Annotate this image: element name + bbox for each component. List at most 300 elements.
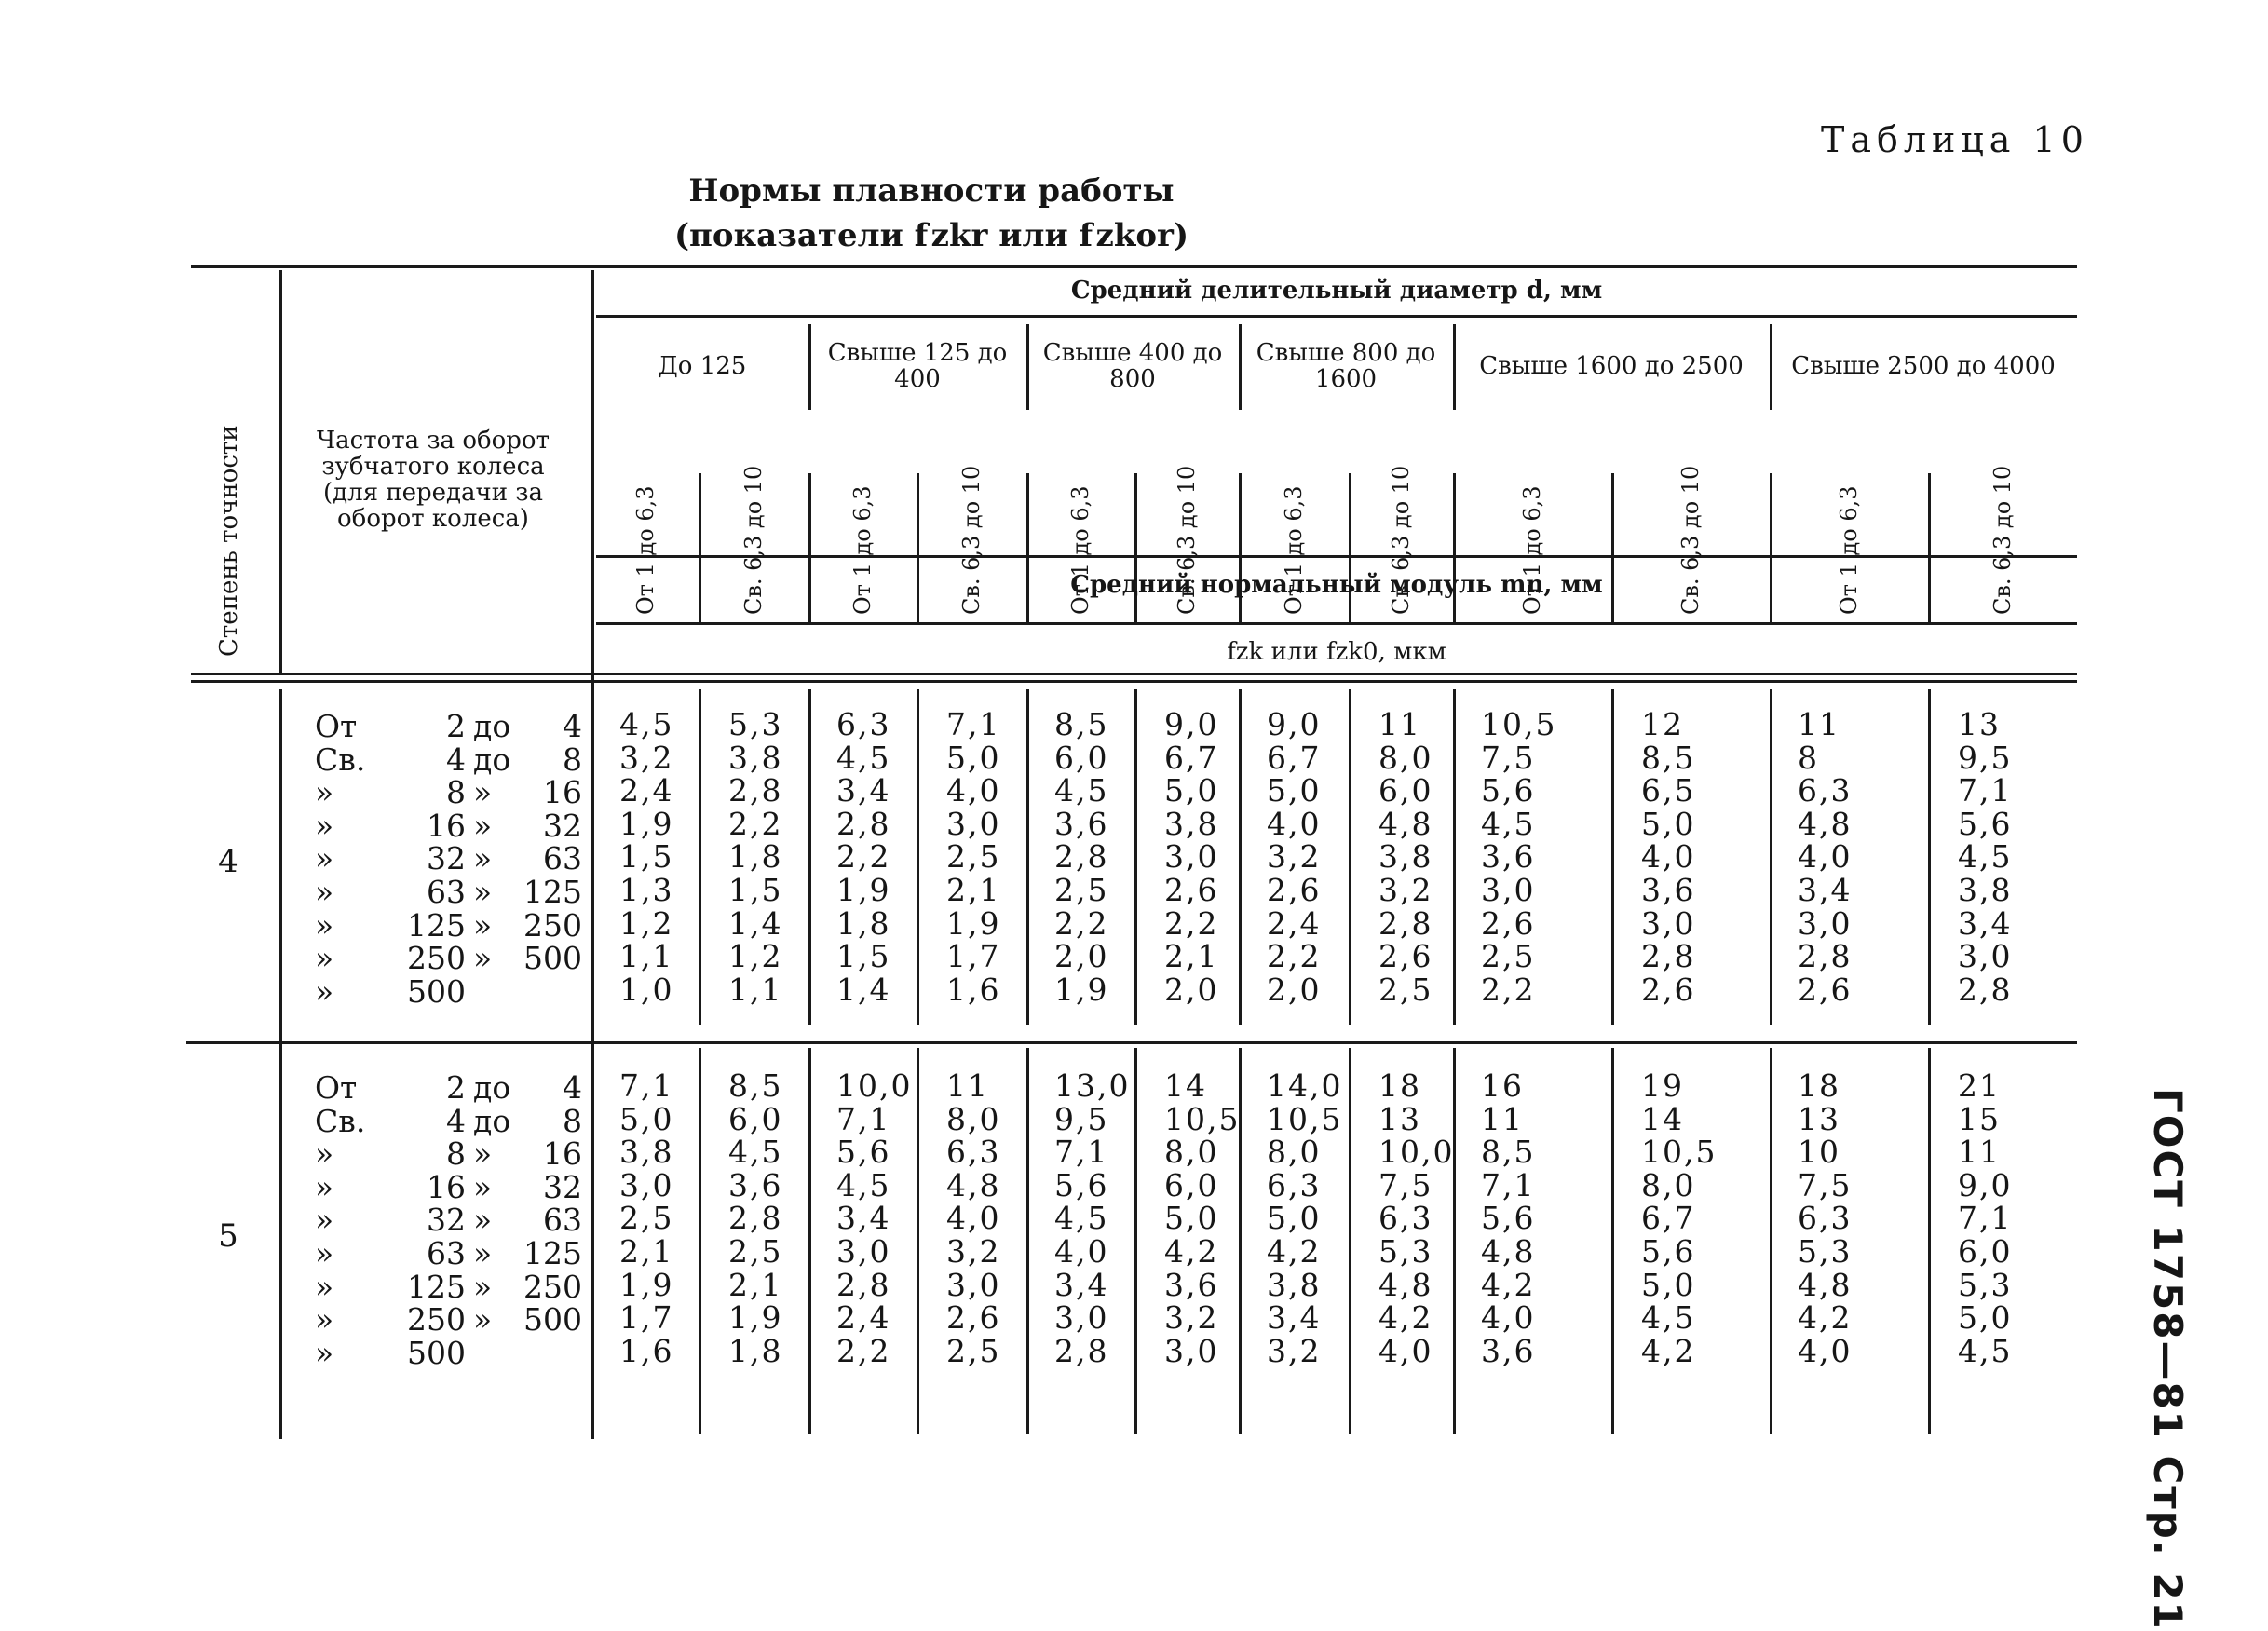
frequency-row: [315, 1169, 582, 1203]
frequency-d: 8: [563, 741, 582, 778]
frequency-a: Св.: [315, 1102, 366, 1139]
value-cell: 2,4: [836, 1299, 891, 1337]
frequency-list: [315, 1069, 582, 1371]
value-cell: 16: [1481, 1067, 1524, 1104]
value-column: [1054, 708, 1108, 1006]
value-cell: 2,6: [1267, 871, 1322, 908]
v-rule: [917, 1048, 919, 1434]
value-cell: 4,8: [1481, 1232, 1536, 1270]
value-cell: 2,8: [1054, 838, 1109, 876]
value-cell: 5,0: [1267, 1200, 1322, 1237]
value-cell: 11: [1378, 706, 1421, 742]
value-cell: 12: [1641, 706, 1684, 742]
value-cell: 4,0: [1641, 838, 1696, 876]
value-cell: 18: [1798, 1067, 1840, 1104]
h-rule: [596, 622, 2077, 625]
value-cell: 2,5: [728, 1232, 783, 1270]
diameter-col-3: Свыше 400 до 800: [1042, 338, 1223, 393]
h-rule: [596, 315, 2077, 318]
value-column: [1481, 1069, 1535, 1367]
value-cell: 5,6: [1641, 1232, 1696, 1270]
diameter-col-4: Свыше 800 до 1600: [1256, 338, 1436, 393]
grade-4: 4: [218, 843, 238, 880]
frequency-c: »: [473, 1301, 493, 1339]
value-column: [1378, 708, 1433, 1006]
v-rule: [279, 689, 282, 1439]
value-cell: 2,0: [1054, 938, 1109, 975]
value-cell: 4,8: [1378, 805, 1433, 842]
v-rule: [1026, 689, 1029, 1025]
frequency-b: 4: [446, 1102, 466, 1139]
value-column: [1164, 1069, 1240, 1367]
frequency-b: 125: [407, 906, 466, 944]
value-cell: 1,9: [728, 1299, 783, 1337]
value-cell: 6,0: [1958, 1232, 2013, 1270]
frequency-a: »: [315, 1301, 334, 1339]
value-cell: 3,2: [1267, 1332, 1322, 1369]
frequency-row: [315, 1202, 582, 1239]
value-cell: 2,8: [1641, 938, 1696, 975]
value-cell: 2,2: [1481, 971, 1536, 1008]
value-cell: 3,2: [1267, 838, 1322, 876]
value-cell: 3,8: [1267, 1266, 1322, 1303]
frequency-a: »: [315, 774, 334, 811]
module-col-3: От 1 до 6,3: [849, 485, 876, 615]
v-rule: [808, 1048, 811, 1434]
frequency-c: до: [473, 1102, 511, 1139]
value-cell: 4,8: [1378, 1266, 1433, 1303]
value-cell: 10,5: [1267, 1100, 1343, 1137]
value-cell: 6,3: [1378, 1200, 1433, 1237]
value-cell: 7,5: [1798, 1166, 1853, 1203]
frequency-d: 125: [523, 1234, 582, 1271]
frequency-d: 63: [543, 1202, 582, 1239]
value-cell: 2,6: [1798, 971, 1853, 1008]
frequency-b: 32: [427, 840, 466, 877]
value-cell: 4,5: [1958, 1332, 2013, 1369]
frequency-row: [315, 807, 582, 844]
value-cell: 3,2: [1378, 871, 1433, 908]
value-cell: 4,0: [1054, 1232, 1109, 1270]
value-cell: 3,8: [1164, 805, 1219, 842]
frequency-c: »: [473, 1135, 493, 1173]
value-cell: 1,5: [728, 871, 783, 908]
value-cell: 5,0: [1164, 1200, 1219, 1237]
grade-5: 5: [218, 1217, 238, 1255]
frequency-row: [315, 873, 582, 910]
value-cell: 5,3: [1378, 1232, 1433, 1270]
value-cell: 6,0: [1054, 739, 1109, 776]
value-column: [1798, 1069, 1852, 1367]
value-cell: 3,4: [1054, 1266, 1109, 1303]
value-cell: 4,5: [1054, 1200, 1109, 1237]
value-cell: 4,8: [1798, 1266, 1853, 1303]
frequency-d: 500: [523, 940, 582, 977]
value-cell: 8,5: [728, 1067, 783, 1104]
diameter-col-5: Свыше 1600 до 2500: [1479, 351, 1744, 380]
grade-header: Степень точности: [215, 425, 243, 657]
value-column: [1164, 708, 1218, 1006]
frequency-a: »: [315, 1168, 334, 1205]
value-column: [946, 708, 1000, 1006]
frequency-list: [315, 708, 582, 1010]
value-column: [728, 708, 782, 1006]
frequency-c: »: [473, 840, 493, 877]
value-column: [1641, 1069, 1717, 1367]
frequency-d: 32: [543, 1168, 582, 1205]
value-cell: 1,9: [619, 1266, 674, 1303]
value-cell: 2,4: [619, 772, 674, 809]
value-cell: 2,8: [728, 1200, 783, 1237]
frequency-d: 125: [523, 873, 582, 910]
value-cell: 2,6: [1378, 938, 1433, 975]
value-cell: 7,1: [836, 1100, 891, 1137]
value-cell: 3,8: [619, 1134, 674, 1171]
value-column: [1054, 1069, 1130, 1367]
v-rule: [1928, 1048, 1931, 1434]
table-number: Таблица 10: [1821, 119, 2089, 160]
value-cell: 8,0: [1164, 1134, 1219, 1171]
value-cell: 3,2: [1164, 1299, 1219, 1337]
value-cell: 4,5: [619, 706, 674, 742]
module-col-12: Св. 6,3 до 10: [1990, 465, 2016, 615]
frequency-c: до: [473, 1069, 511, 1106]
frequency-c: »: [473, 1234, 493, 1271]
value-cell: 7,5: [1481, 739, 1536, 776]
value-cell: 3,6: [1481, 838, 1536, 876]
value-column: [1378, 1069, 1454, 1367]
value-cell: 6,3: [946, 1134, 1001, 1171]
value-column: [619, 708, 673, 1006]
value-column: [836, 708, 890, 1006]
value-cell: 5,0: [1267, 772, 1322, 809]
value-cell: 4,2: [1267, 1232, 1322, 1270]
v-rule: [1611, 1048, 1614, 1434]
value-cell: 4,8: [1798, 805, 1853, 842]
units-header: fzk или fzk0, мкм: [1227, 638, 1446, 666]
value-cell: 7,5: [1378, 1166, 1433, 1203]
frequency-a: От: [315, 708, 358, 744]
value-cell: 5,0: [619, 1100, 674, 1137]
value-cell: 4,0: [1267, 805, 1322, 842]
value-cell: 13: [1958, 706, 2001, 742]
value-cell: 4,5: [1641, 1299, 1696, 1337]
value-cell: 2,1: [946, 871, 1001, 908]
frequency-b: 32: [427, 1202, 466, 1239]
frequency-d: 4: [563, 708, 582, 744]
value-cell: 3,8: [1958, 871, 2013, 908]
frequency-d: 250: [523, 906, 582, 944]
value-cell: 5,6: [1054, 1166, 1109, 1203]
value-cell: 1,7: [619, 1299, 674, 1337]
frequency-a: »: [315, 972, 334, 1010]
value-cell: 8,5: [1054, 706, 1109, 742]
value-cell: 14: [1641, 1100, 1684, 1137]
value-cell: 2,8: [836, 1266, 891, 1303]
value-column: [1641, 708, 1695, 1006]
frequency-a: »: [315, 807, 334, 844]
value-cell: 4,5: [728, 1134, 783, 1171]
value-cell: 2,8: [1798, 938, 1853, 975]
value-cell: 1,8: [728, 1332, 783, 1369]
frequency-b: 250: [407, 1301, 466, 1339]
value-cell: 14,0: [1267, 1067, 1343, 1104]
frequency-a: »: [315, 940, 334, 977]
value-cell: 5,3: [728, 706, 783, 742]
value-cell: 1,3: [619, 871, 674, 908]
value-cell: 4,0: [1798, 1332, 1853, 1369]
value-cell: 2,2: [728, 805, 783, 842]
value-cell: 1,9: [1054, 971, 1109, 1008]
value-cell: 1,6: [946, 971, 1001, 1008]
value-cell: 4,2: [1641, 1332, 1696, 1369]
module-col-1: От 1 до 6,3: [632, 485, 659, 615]
value-cell: 3,0: [836, 1232, 891, 1270]
value-cell: 4,2: [1481, 1266, 1536, 1303]
h-rule: [186, 1041, 2077, 1044]
v-rule: [1239, 689, 1242, 1025]
value-cell: 18: [1378, 1067, 1421, 1104]
module-col-6: Св. 6,3 до 10: [1174, 465, 1200, 615]
value-cell: 10,5: [1641, 1134, 1718, 1171]
frequency-row: [315, 1301, 582, 1339]
value-cell: 21: [1958, 1067, 2001, 1104]
value-cell: 3,4: [1267, 1299, 1322, 1337]
value-cell: 7,1: [1958, 1200, 2013, 1237]
frequency-b: 500: [407, 1334, 466, 1371]
value-cell: 1,1: [619, 938, 674, 975]
value-cell: 13,0: [1054, 1067, 1131, 1104]
value-cell: 9,0: [1267, 706, 1322, 742]
value-cell: 8,5: [1481, 1134, 1536, 1171]
value-cell: 4,0: [946, 1200, 1001, 1237]
value-cell: 2,8: [728, 772, 783, 809]
value-cell: 6,0: [1164, 1166, 1219, 1203]
value-cell: 5,6: [1481, 1200, 1536, 1237]
value-cell: 5,6: [836, 1134, 891, 1171]
value-cell: 7,1: [1054, 1134, 1109, 1171]
frequency-row: [315, 708, 582, 744]
frequency-b: 63: [427, 1234, 466, 1271]
frequency-row: [315, 906, 582, 944]
value-cell: 2,6: [946, 1299, 1001, 1337]
value-cell: 4,2: [1164, 1232, 1219, 1270]
value-cell: 2,5: [1481, 938, 1536, 975]
frequency-d: 8: [563, 1102, 582, 1139]
v-rule: [591, 270, 594, 1439]
value-cell: 10,0: [836, 1067, 913, 1104]
value-cell: 8,0: [1378, 739, 1433, 776]
value-cell: 1,8: [836, 904, 891, 942]
value-cell: 5,6: [1481, 772, 1536, 809]
value-cell: 4,8: [946, 1166, 1001, 1203]
value-cell: 1,2: [619, 904, 674, 942]
value-cell: 2,5: [1378, 971, 1433, 1008]
value-cell: 1,7: [946, 938, 1001, 975]
value-cell: 5,0: [1958, 1299, 2013, 1337]
value-cell: 8,0: [946, 1100, 1001, 1137]
value-cell: 2,8: [1054, 1332, 1109, 1369]
frequency-b: 2: [446, 1069, 466, 1106]
module-col-11: От 1 до 6,3: [1836, 485, 1862, 615]
value-cell: 4,2: [1798, 1299, 1853, 1337]
value-cell: 4,5: [836, 739, 891, 776]
module-header: Средний нормальный модуль mn, мм: [1070, 571, 1603, 599]
v-rule: [1134, 1048, 1137, 1434]
v-rule: [1349, 1048, 1351, 1434]
frequency-a: »: [315, 1135, 334, 1173]
value-cell: 3,6: [1641, 871, 1696, 908]
value-cell: 3,4: [1958, 904, 2013, 942]
h-rule: [191, 265, 2077, 268]
value-cell: 2,8: [836, 805, 891, 842]
frequency-b: 250: [407, 940, 466, 977]
frequency-a: »: [315, 1268, 334, 1305]
value-cell: 3,0: [1164, 1332, 1219, 1369]
value-column: [1958, 708, 2012, 1006]
value-cell: 4,0: [1378, 1332, 1433, 1369]
value-cell: 4,5: [1054, 772, 1109, 809]
value-column: [1267, 1069, 1342, 1367]
value-cell: 6,3: [1267, 1166, 1322, 1203]
value-cell: 5,3: [1798, 1232, 1853, 1270]
value-cell: 2,8: [1958, 971, 2013, 1008]
page-running-header: ГОСТ 1758—81 Стр. 21: [2145, 1088, 2191, 1631]
frequency-row: [315, 1235, 582, 1269]
v-rule: [279, 270, 282, 675]
value-cell: 3,4: [1798, 871, 1853, 908]
value-cell: 5,6: [1958, 805, 2013, 842]
value-cell: 8,0: [1641, 1166, 1696, 1203]
value-cell: 2,5: [946, 1332, 1001, 1369]
v-rule: [1770, 1048, 1772, 1434]
value-cell: 11: [946, 1067, 989, 1104]
v-rule: [808, 689, 811, 1025]
value-cell: 11: [1958, 1134, 2001, 1171]
frequency-c: »: [473, 774, 493, 811]
v-rule: [1928, 689, 1931, 1025]
v-rule: [1349, 689, 1351, 1025]
frequency-c: »: [473, 1268, 493, 1305]
value-cell: 9,5: [1054, 1100, 1109, 1137]
value-cell: 2,6: [1641, 971, 1696, 1008]
frequency-d: 250: [523, 1268, 582, 1305]
frequency-b: 2: [446, 708, 466, 744]
frequency-c: »: [473, 906, 493, 944]
value-cell: 4,0: [946, 772, 1001, 809]
v-rule: [1134, 689, 1137, 1025]
value-cell: 1,9: [619, 805, 674, 842]
value-cell: 2,5: [619, 1200, 674, 1237]
frequency-b: 125: [407, 1268, 466, 1305]
value-cell: 6,0: [728, 1100, 783, 1137]
diameter-col-1: До 125: [658, 351, 747, 380]
value-cell: 2,6: [1164, 871, 1219, 908]
value-cell: 11: [1481, 1100, 1524, 1137]
frequency-c: »: [473, 1202, 493, 1239]
value-cell: 13: [1798, 1100, 1840, 1137]
frequency-c: »: [473, 807, 493, 844]
value-cell: 6,3: [836, 706, 891, 742]
diameter-col-2: Свыше 125 до 400: [827, 338, 1008, 393]
value-cell: 5,0: [1164, 772, 1219, 809]
value-cell: 10,5: [1481, 706, 1557, 742]
value-column: [1267, 708, 1321, 1006]
value-cell: 14: [1164, 1067, 1207, 1104]
v-rule: [1611, 689, 1614, 1025]
value-cell: 3,0: [1481, 871, 1536, 908]
module-col-7: От 1 до 6,3: [1281, 485, 1307, 615]
value-column: [619, 1069, 673, 1367]
frequency-d: 32: [543, 807, 582, 844]
value-cell: 7,1: [619, 1067, 674, 1104]
frequency-b: 500: [407, 972, 466, 1010]
value-cell: 1,4: [836, 971, 891, 1008]
module-col-5: От 1 до 6,3: [1067, 485, 1093, 615]
value-cell: 2,0: [1267, 971, 1322, 1008]
value-cell: 1,1: [728, 971, 783, 1008]
value-cell: 9,5: [1958, 739, 2013, 776]
value-cell: 5,0: [1641, 805, 1696, 842]
frequency-row: [315, 1268, 582, 1305]
frequency-a: »: [315, 1234, 334, 1271]
value-cell: 3,6: [728, 1166, 783, 1203]
value-column: [1798, 708, 1852, 1006]
value-cell: 5,0: [946, 739, 1001, 776]
value-cell: 10,5: [1164, 1100, 1241, 1137]
value-cell: 2,5: [946, 838, 1001, 876]
frequency-a: От: [315, 1069, 358, 1106]
frequency-d: 4: [563, 1069, 582, 1106]
frequency-a: »: [315, 840, 334, 877]
value-cell: 2,4: [1267, 904, 1322, 942]
value-cell: 2,2: [1054, 904, 1109, 942]
frequency-b: 16: [427, 807, 466, 844]
value-cell: 5,3: [1958, 1266, 2013, 1303]
frequency-row: [315, 741, 582, 778]
value-cell: 3,0: [1958, 938, 2013, 975]
value-cell: 3,0: [946, 805, 1001, 842]
value-cell: 1,8: [728, 838, 783, 876]
frequency-a: Св.: [315, 741, 366, 778]
frequency-a: »: [315, 1334, 334, 1371]
value-cell: 3,2: [946, 1232, 1001, 1270]
h-rule: [191, 680, 2077, 683]
value-cell: 3,0: [1054, 1299, 1109, 1337]
value-cell: 1,2: [728, 938, 783, 975]
value-cell: 6,3: [1798, 1200, 1853, 1237]
module-col-10: Св. 6,3 до 10: [1677, 465, 1704, 615]
value-cell: 9,0: [1958, 1166, 2013, 1203]
value-cell: 2,0: [1164, 971, 1219, 1008]
frequency-row: [315, 1102, 582, 1139]
diameter-col-6: Свыше 2500 до 4000: [1791, 351, 2056, 380]
value-cell: 15: [1958, 1100, 2001, 1137]
value-cell: 9,0: [1164, 706, 1219, 742]
frequency-a: »: [315, 873, 334, 910]
value-cell: 2,2: [836, 1332, 891, 1369]
frequency-row: [315, 1135, 582, 1173]
module-col-4: Св. 6,3 до 10: [958, 465, 985, 615]
frequency-b: 8: [446, 774, 466, 811]
value-cell: 1,5: [836, 938, 891, 975]
value-cell: 10,0: [1378, 1134, 1455, 1171]
value-cell: 1,5: [619, 838, 674, 876]
frequency-c: до: [473, 708, 511, 744]
frequency-d: 16: [543, 1135, 582, 1173]
value-cell: 3,8: [1378, 838, 1433, 876]
value-cell: 6,5: [1641, 772, 1696, 809]
